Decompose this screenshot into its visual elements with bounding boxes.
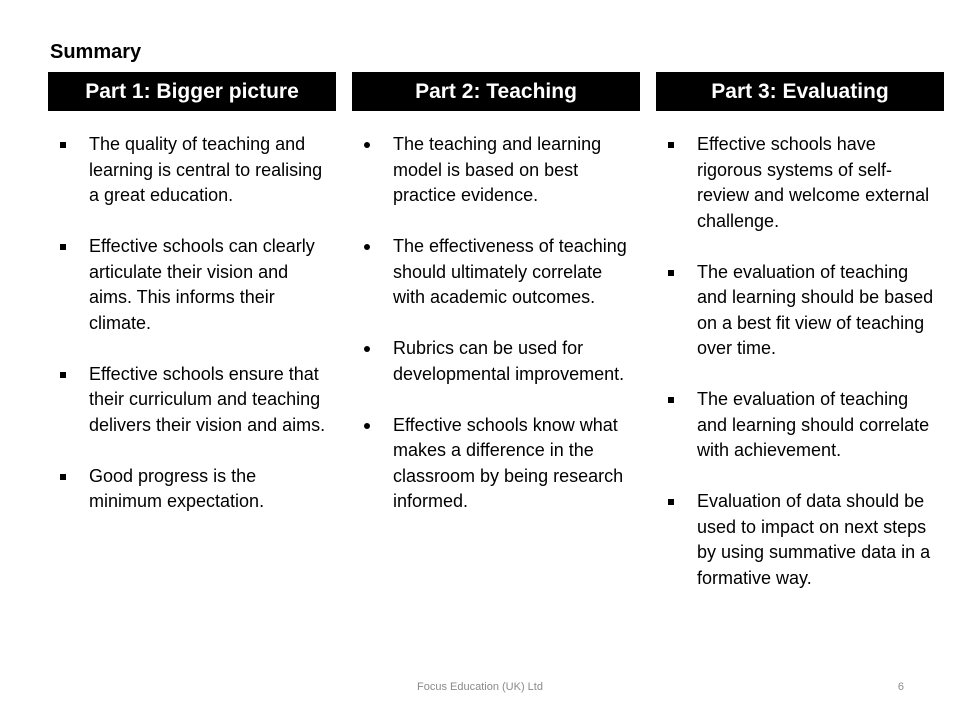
column-list-part-3 bbox=[666, 132, 942, 591]
square-bullet-icon bbox=[60, 142, 66, 148]
square-bullet-icon bbox=[668, 270, 674, 276]
page-number: 6 bbox=[897, 681, 904, 693]
square-bullet-icon bbox=[668, 142, 674, 148]
list-item bbox=[58, 362, 330, 439]
round-bullet-icon bbox=[364, 142, 370, 148]
list-item-text: Rubrics can be used for developmental improvement. bbox=[393, 338, 625, 384]
square-bullet-icon bbox=[668, 397, 674, 403]
list-item bbox=[362, 413, 634, 515]
list-item bbox=[362, 336, 634, 387]
list-item bbox=[58, 234, 330, 336]
list-item-text: Good progress is the minimum expectation. bbox=[89, 465, 265, 511]
square-bullet-icon bbox=[60, 244, 66, 250]
column-list-part-1 bbox=[58, 132, 330, 515]
list-item-text: Effective schools can clearly articulate their vision and aims. This informs their climate. bbox=[89, 236, 315, 333]
list-item-text: Effective schools have rigorous systems of self-review and welcome external challenge. bbox=[697, 134, 930, 231]
round-bullet-icon bbox=[364, 346, 370, 352]
list-item bbox=[666, 132, 942, 234]
list-item-text: The quality of teaching and learning is central to realising a great education. bbox=[89, 134, 323, 205]
round-bullet-icon bbox=[364, 423, 370, 429]
list-item-text: Effective schools ensure that their curriculum and teaching delivers their vision and aims. bbox=[89, 363, 326, 435]
square-bullet-icon bbox=[60, 474, 66, 480]
list-item-text: Effective schools know what makes a difference in the classroom by being research informed. bbox=[393, 414, 624, 511]
square-bullet-icon bbox=[60, 372, 66, 378]
list-item bbox=[362, 132, 634, 209]
list-item bbox=[362, 234, 634, 311]
list-item-text: The effectiveness of teaching should ultimately correlate with academic outcomes. bbox=[393, 236, 627, 307]
square-bullet-icon bbox=[668, 499, 674, 505]
column-header-part-3: Part 3: Evaluating bbox=[656, 72, 944, 111]
footer-text: Focus Education (UK) Ltd bbox=[417, 681, 543, 693]
list-item bbox=[58, 132, 330, 209]
list-item-text: The evaluation of teaching and learning should correlate with achievement. bbox=[697, 389, 930, 460]
list-item bbox=[666, 260, 942, 362]
slide-title: Summary bbox=[50, 41, 142, 63]
column-list-part-2 bbox=[362, 132, 634, 515]
list-item bbox=[666, 489, 942, 591]
round-bullet-icon bbox=[364, 244, 370, 250]
list-item bbox=[666, 387, 942, 464]
column-header-part-1: Part 1: Bigger picture bbox=[48, 72, 336, 111]
column-header-part-2: Part 2: Teaching bbox=[352, 72, 640, 111]
list-item-text: Evaluation of data should be used to impact on next steps by using summative data in a formative way. bbox=[697, 491, 931, 588]
list-item-text: The teaching and learning model is based on best practice evidence. bbox=[393, 134, 602, 205]
list-item-text: The evaluation of teaching and learning should be based on a best fit view of teaching over time. bbox=[697, 261, 934, 358]
list-item bbox=[58, 464, 330, 515]
